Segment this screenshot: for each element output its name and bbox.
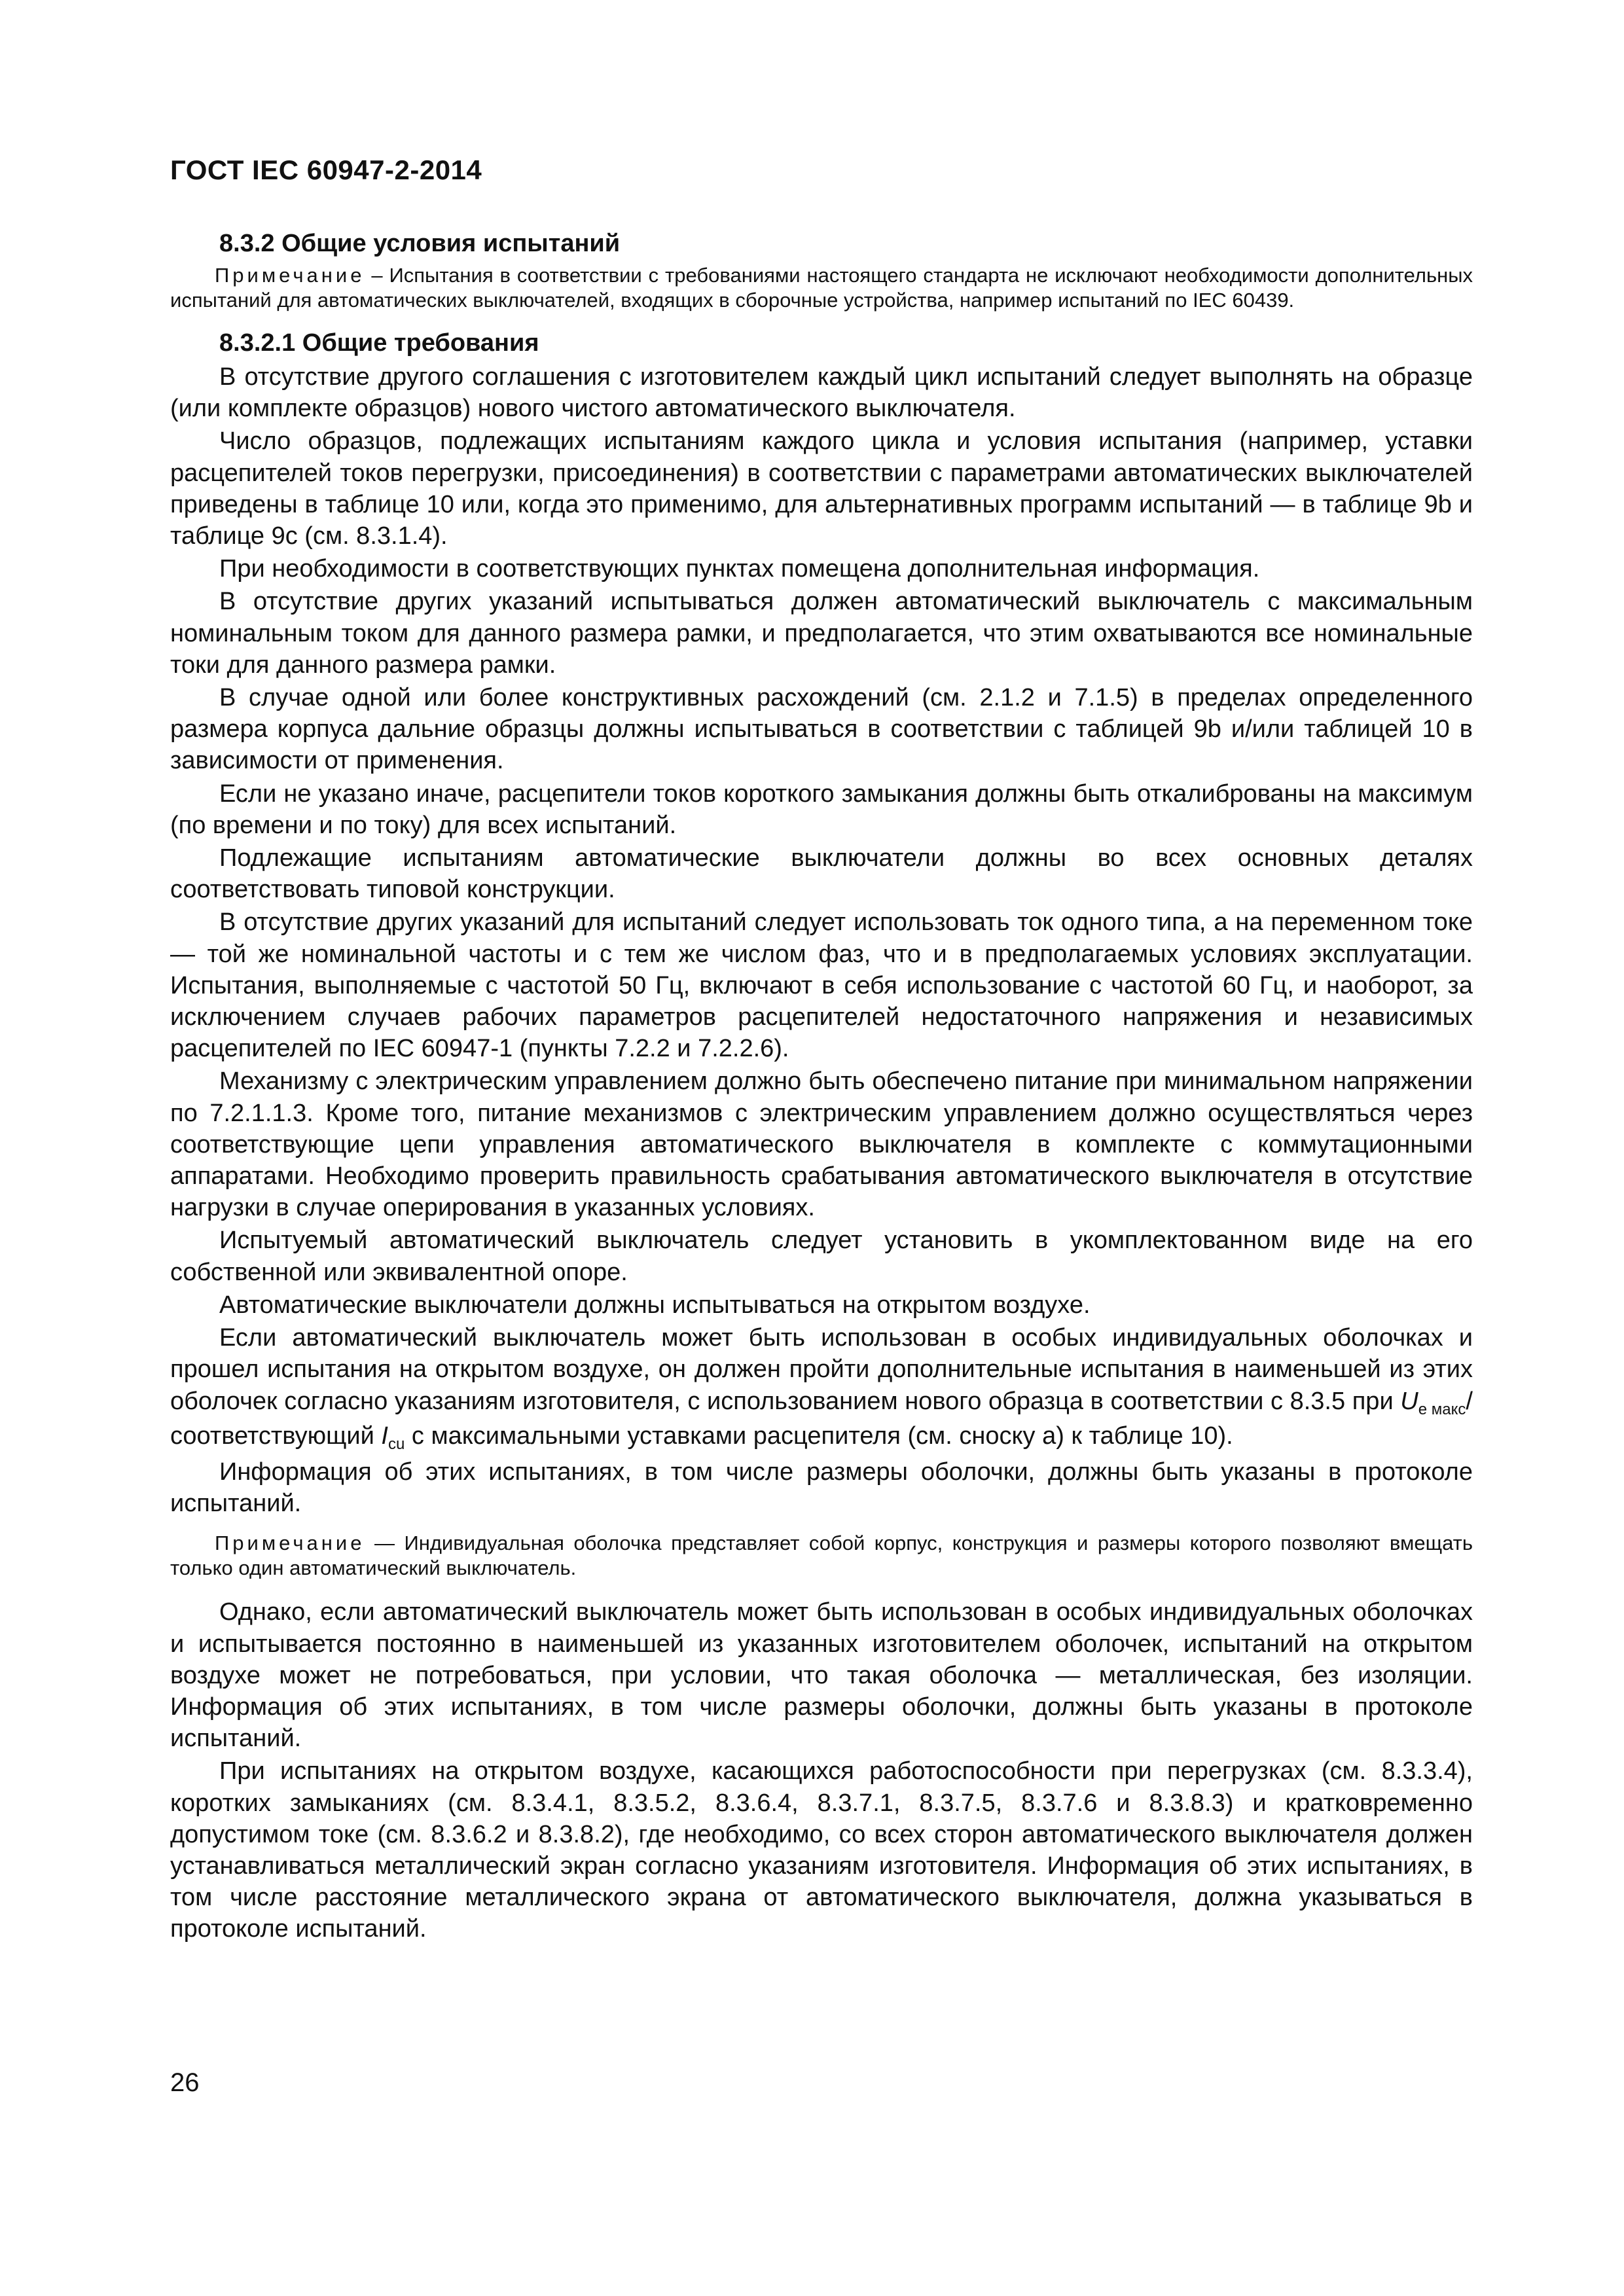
paragraph: Испытуемый автоматический выключатель следует установить в укомплектованном виде на его собственной или эквивалентной опоре. [170,1227,1473,1286]
current-symbol: I [381,1422,388,1450]
note-label: Примечание [215,264,365,287]
document-header: ГОСТ IEC 60947-2-2014 [170,154,482,185]
paragraph: Если не указано иначе, расцепители токов короткого замыкания должны быть откалиброваны на максимум (по времени и по току) для всех испытаний. [170,780,1473,839]
paragraph: Механизму с электрическим управлением должно быть обеспечено питание при минимальном напряжении по 7.2.1.1.3. Кроме того, питание механизмов с электрическим управлением должно осуществляться через соответствующие цепи управления автоматического выключателя в комплекте с коммутационными аппаратами. Необходимо проверить правильность срабатывания автоматического выключателя в отсутствие нагрузки в случае оперирования в указанных условиях. [170,1067,1473,1222]
paragraph: В отсутствие других указаний для испытаний следует использовать ток одного типа, а на переменном токе — той же номинальной частоты и с тем же числом фаз, что и в предполагаемых условиях эксплуатации. Испытания, выполняемые с частотой 50 Гц, включают в себя использование с частотой 60 Гц, и наоборот, за исключением случаев рабочих параметров расцепителей недостаточного напряжения и независимых расцепителей по IEC 60947-1 (пункты 7.2.2 и 7.2.2.6). [170,908,1473,1063]
note-text: – Испытания в соответствии с требованиями настоящего стандарта не исключают необходимости дополнительных испытаний для автоматических выключателей, входящих в сборочные устройства, например испытаний по IEC 60439. [170,264,1473,312]
enclosure-text-end: с максимальными уставками расцепителя (см. сноску a) к таблице 10). [405,1422,1233,1450]
section-heading-8-3-2-1: 8.3.2.1 Общие требования [219,329,539,357]
current-subscript: cu [388,1435,405,1453]
voltage-subscript: e макс [1418,1400,1466,1418]
paragraph: Однако, если автоматический выключатель может быть использован в особых индивидуальных оболочках и испытывается постоянно в наименьшей из указанных изготовителем оболочек, испытаний на открытом воздухе может не потребоваться, при условии, что такая оболочка — металлическая, без изоляции. Информация об этих испытаниях, в том числе размеры оболочки, должны быть указаны в протоколе испытаний. [170,1598,1473,1753]
enclosure-paragraph [170,1322,1473,1455]
note-block [170,263,1473,313]
paragraph: В отсутствие других указаний испытываться должен автоматический выключатель с максимальным номинальным током для данного размера рамки, и предполагается, что этим охватываются все номинальные токи для данного размера рамки. [170,588,1473,679]
paragraph: Подлежащие испытаниям автоматические выключатели должны во всех основных деталях соответствовать типовой конструкции. [170,844,1473,904]
paragraph: При необходимости в соответствующих пунктах помещена дополнительная информация. [219,555,1260,583]
paragraph: При испытаниях на открытом воздухе, касающихся работоспособности при перегрузках (см. 8.3.3.4), коротких замыканиях (см. 8.3.4.1, 8.3.5.2, 8.3.6.4, 8.3.7.1, 8.3.7.5, 8.3.7.6 и 8.3.8.3) и кратковременно допустимом токе (см. 8.3.6.2 и 8.3.8.2), где необходимо, со всех сторон автоматического выключателя должен устанавливаться металлический экран согласно указаниям изготовителя. Информация об этих испытаниях, в том числе расстояние металлического экрана от автоматического выключателя, должна указываться в протоколе испытаний. [170,1757,1473,1943]
paragraph: Автоматические выключатели должны испытываться на открытом воздухе. [219,1291,1091,1319]
page-number: 26 [170,2068,200,2097]
note-text: — Индивидуальная оболочка представляет собой корпус, конструкция и размеры которого позволяют вмещать только один автоматический выключатель. [170,1532,1473,1580]
paragraph: Информация об этих испытаниях, в том числе размеры оболочки, должны быть указаны в протоколе испытаний. [170,1458,1473,1518]
enclosure-text-middle: /соответствующий [170,1387,1473,1450]
note-block [170,1531,1473,1581]
enclosure-text-start: Если автоматический выключатель может быть использован в особых индивидуальных оболочках и прошел испытания на открытом воздухе, он должен пройти дополнительные испытания в наименьшей из этих оболочек согласно указаниям изготовителя, с использованием нового образца в соответствии с 8.3.5 при [170,1324,1473,1415]
note-label: Примечание [215,1532,365,1555]
paragraph: Число образцов, подлежащих испытаниям каждого цикла и условия испытания (например, уставки расцепителей токов перегрузки, присоединения) в соответствии с параметрами автоматических выключателей приведены в таблице 10 или, когда это применимо, для альтернативных программ испытаний — в таблице 9b и таблице 9c (см. 8.3.1.4). [170,427,1473,550]
paragraph: В случае одной или более конструктивных расхождений (см. 2.1.2 и 7.1.5) в пределах определенного размера корпуса дальние образцы должны испытываться в соответствии с таблицей 9b и/или таблицей 10 в зависимости от применения. [170,684,1473,775]
section-heading-8-3-2: 8.3.2 Общие условия испытаний [219,230,621,257]
page-content [170,228,1473,1946]
voltage-symbol: U [1400,1387,1418,1415]
paragraph: В отсутствие другого соглашения с изготовителем каждый цикл испытаний следует выполнять на образце (или комплекте образцов) нового чистого автоматического выключателя. [170,363,1473,423]
